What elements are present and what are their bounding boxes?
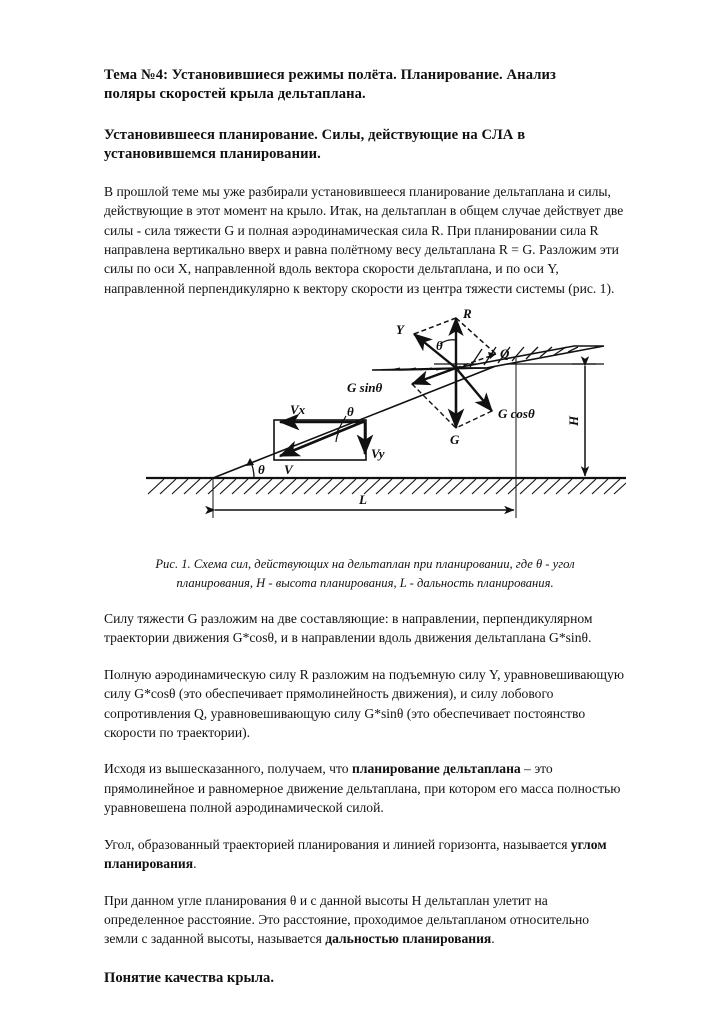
figure-caption-line1: Рис. 1. Схема сил, действующих на дельтаплан при планировании, где θ - угол [155, 557, 575, 572]
paragraph-gliding-part2: – это прямолинейное и равномерное движение дельтаплана, при котором его масса полностью уравновешена полной аэродинамической силой. [104, 761, 621, 816]
construction-line-RQ [456, 318, 496, 354]
label-velocity-V: V [284, 462, 293, 478]
force-diagram [104, 306, 626, 551]
section-subtitle-line1: Установившееся планирование. Силы, действующие на СЛА в [104, 126, 526, 143]
construction-line-Gcos [456, 411, 492, 428]
paragraph-glide-range-part2: . [491, 931, 495, 947]
label-force-G-sin-theta: G sinθ [347, 380, 383, 396]
page-title [104, 66, 626, 105]
closing-heading: Понятие качества крыла. [104, 969, 274, 986]
paragraph-glide-range [104, 891, 626, 949]
label-angle-theta-forces: θ [436, 338, 443, 354]
label-angle-theta-velocity: θ [347, 404, 354, 420]
velocity-decomposition [274, 402, 385, 477]
vector-V [280, 421, 365, 456]
term-gliding-bold: планирование дельтаплана [351, 761, 521, 777]
paragraph-gliding-part1: Исходя из вышесказанного, получаем, что [104, 761, 352, 777]
paragraph-aerodynamic-decomposition: Полную аэродинамическую силу R разложим на подъемную силу Y, уравновешивающую силу G*cosθ (это обеспечивает прямолинейность движения), и силу лобового сопротивления Q, уравновешивающую силу G*sinθ (это обеспечивает постоянство скорости по траектории). [104, 666, 624, 740]
document-content [104, 66, 626, 987]
page-title-line1: Тема №4: Установившиеся режимы полёта. Планирование. Анализ [104, 67, 556, 83]
page-title-line2: поляры скоростей крыла дельтаплана. [104, 86, 366, 103]
label-distance-L: L [359, 492, 367, 508]
term-glide-range-bold: дальностью планирования [325, 931, 492, 947]
paragraph-gravity-decomposition: Силу тяжести G разложим на две составляющие: в направлении, перпендикулярном траектории движения G*cosθ, и в направлении вдоль движения дельтаплана G*sinθ. [104, 610, 593, 646]
label-force-G-cos-theta: G cosθ [498, 406, 535, 422]
label-force-Q: Q [500, 346, 510, 362]
paragraph-intro: В прошлой теме мы уже разбирали установившееся планирование дельтаплана и силы, действующие в этот момент на крыло. Итак, на дельтаплан в общем случае действует две силы - сила тяжести G и полная аэродинамическая сила R. При планировании сила R направлена вертикально вверх и равна полётному весу дельтаплана R = G. Разложим эти силы по оси X, направленной вдоль вектора скорости дельтаплана, и по оси Y, направленной перпендикулярно к вектору скорости из центра тяжести системы (рис. 1). [104, 183, 624, 296]
label-force-R: R [463, 306, 472, 322]
label-force-Y: Y [396, 322, 404, 338]
section-subtitle-line2: установившемся планировании. [104, 146, 321, 163]
label-force-G: G [450, 432, 460, 448]
glider-wing [372, 346, 604, 370]
ground-hatching [148, 479, 626, 494]
label-velocity-Vy: Vy [371, 446, 385, 462]
paragraph-glide-angle-part2: . [193, 856, 197, 872]
term-glide-angle-bold: углом планирования [104, 836, 607, 872]
label-angle-theta-ground: θ [258, 462, 265, 478]
construction-line-YR [414, 318, 456, 334]
figure-1 [104, 306, 626, 551]
vector-Y [414, 334, 456, 368]
label-velocity-Vx: Vx [290, 402, 306, 418]
figure-caption [104, 555, 626, 592]
figure-caption-line2: планирования, H - высота планирования, L - дальность планирования. [176, 575, 554, 590]
paragraph-glide-range-part1: При данном угле планирования θ и с данной высоты H дельтаплан улетит на определенное расстояние. Это расстояние, проходимое дельтапланом относительно земли с заданной высоты, называется [104, 892, 590, 947]
label-height-H: H [566, 416, 581, 427]
paragraph-gliding-definition [104, 759, 626, 817]
section-subtitle [104, 126, 626, 165]
paragraph-glide-angle-part1: Угол, образованный траекторией планирования и линией горизонта, называется [104, 836, 571, 852]
paragraph-glide-angle [104, 835, 626, 874]
